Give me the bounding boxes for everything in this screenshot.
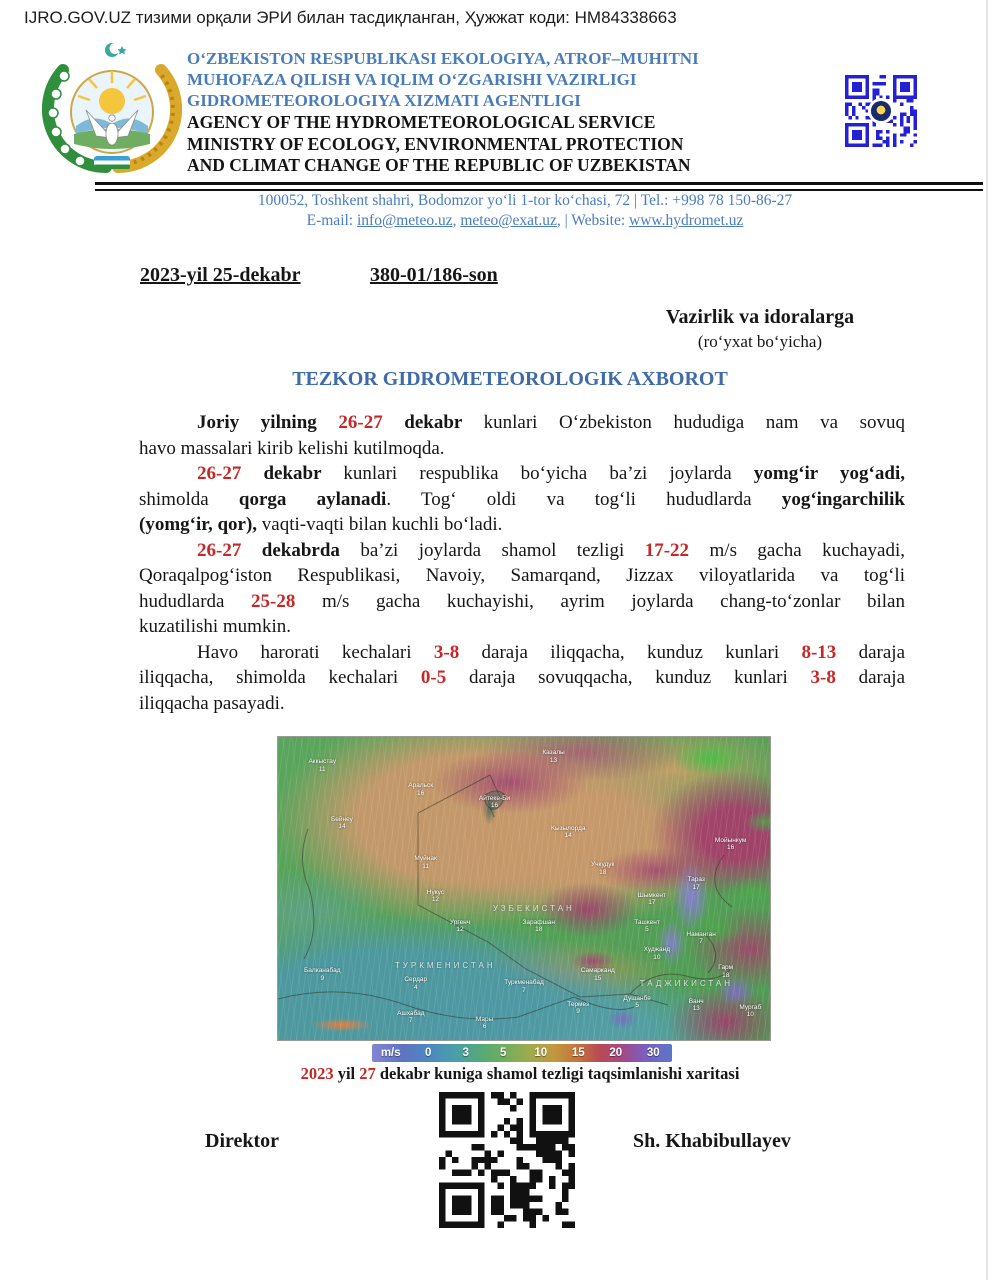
- org-name-uzbek: O‘ZBEKISTON RESPUBLIKASI EKOLOGIYA, ATROF–MUHITNI MUHOFAZA QILISH VA IQLIM O‘ZGARISHI VAZIRLIGI GIDROMETEOROLOGIYA XIZMATI AGENTLIGI: [187, 49, 699, 110]
- city-label: Кызылорда 14: [551, 824, 586, 840]
- city-label: Муйнак 11: [414, 855, 437, 870]
- city-label: Туркменабад 7: [504, 979, 544, 994]
- city-label: Зарафшан 18: [522, 918, 556, 934]
- uzbekistan-emblem-icon: [42, 38, 182, 178]
- country-label: ТАДЖИКИСТАН: [639, 979, 734, 989]
- city-label: Айтеке-Би 16: [478, 794, 511, 810]
- qr-center-emblem-icon: [871, 101, 891, 121]
- city-label: Шымкент 17: [637, 891, 667, 906]
- document-title: TEZKOR GIDROMETEOROLOGIK AXBOROT: [292, 368, 728, 390]
- contact-link[interactable]: info@meteo.uz: [357, 212, 453, 229]
- city-label: Тараз 17: [687, 876, 705, 891]
- wind-speed-legend: [372, 1044, 672, 1062]
- city-label: Мургаб 10: [739, 1003, 762, 1019]
- legend-tick: 20: [609, 1047, 623, 1059]
- city-label: Сердар 4: [404, 976, 428, 991]
- wind-speed-map: [278, 737, 770, 1040]
- addressee-note: (ro‘yxat bo‘yicha): [697, 332, 823, 351]
- body-text-line: 26-27 dekabrda ba’zi joylarda shamol tezligi 17-22 m/s gacha kuchayadi,: [197, 539, 905, 561]
- body-text-line: 26-27 dekabr kunlari respublika bo‘yicha ba’zi joylarda yomg‘ir yog‘adi,: [197, 463, 905, 484]
- body-text-line: hududlarda 25-28 m/s gacha kuchayishi, ayrim joylarda chang-to‘zonlar bilan: [139, 590, 905, 612]
- map-caption: 2023 yil 27 dekabr kuniga shamol tezligi taqsimlanishi xaritasi: [300, 1064, 740, 1083]
- header-qr-code: [845, 75, 917, 147]
- city-label: Казалы 13: [542, 749, 565, 764]
- legend-tick: 15: [571, 1047, 585, 1059]
- contact-link[interactable]: www.hydromet.uz: [629, 212, 744, 229]
- city-label: Нукус 12: [426, 888, 445, 903]
- city-label: Аральск 16: [408, 782, 434, 797]
- city-label: Гарм 18: [718, 964, 734, 979]
- legend-tick: 3: [462, 1047, 469, 1059]
- city-label: Ашхабад 7: [397, 1009, 425, 1025]
- country-label: УЗБЕКИСТАН: [492, 903, 575, 913]
- city-label: Балканабад 9: [304, 967, 341, 982]
- body-text-line: iliqqacha, shimolda kechalari 0-5 daraja sovuqqacha, kunduz kunlari 3-8 daraja: [139, 667, 906, 688]
- body-text-line: Qoraqalpog‘iston Respublikasi, Navoiy, Samarqand, Jizzax viloyatlarida va tog‘li: [139, 565, 905, 586]
- city-label: Наманган 7: [686, 930, 716, 946]
- signature-role: Direktor: [205, 1130, 280, 1152]
- city-label: Аккыстау 11: [308, 758, 337, 773]
- certification-bar: IJRO.GOV.UZ тизими орқали ЭРИ билан тасдиқланган, Ҳужжат коди: HM84338663: [24, 8, 677, 27]
- city-label: Самарканд 15: [580, 967, 615, 982]
- city-label: Ташкент 5: [634, 918, 660, 934]
- signature-qr-code: [437, 1092, 577, 1228]
- body-text-line: shimolda qorga aylanadi. Tog‘ oldi va tog‘li hududlarda yog‘ingarchilik: [139, 488, 905, 510]
- legend-tick: 5: [500, 1047, 507, 1059]
- city-label: Учкудук 18: [591, 861, 615, 876]
- body-text-line: (yomg‘ir, qor), vaqti-vaqti bilan kuchli bo‘ladi.: [139, 514, 503, 535]
- legend-tick: 10: [534, 1047, 548, 1059]
- city-label: Мары 6: [475, 1015, 494, 1031]
- document-body: [139, 410, 905, 716]
- body-text-line: havo massalari kirib kelishi kutilmoqda.: [139, 437, 445, 459]
- city-label: Худжанд 10: [643, 946, 671, 961]
- body-text-line: iliqqacha pasayadi.: [139, 692, 285, 714]
- city-label: Ургенч 12: [449, 918, 471, 934]
- address-line: 100052, Toshkent shahri, Bodomzor yo‘li 1-tor ko‘chasi, 72 | Tel.: +998 78 150-86-27: [257, 192, 793, 209]
- document-number: 380-01/186-son: [370, 264, 498, 286]
- city-label: Термез 9: [567, 1000, 589, 1016]
- body-text-line: Joriy yilning 26-27 dekabr kunlari O‘zbekiston hududiga nam va sovuq: [197, 412, 905, 433]
- org-name-english: AGENCY OF THE HYDROMETEOROLOGICAL SERVICE MINISTRY OF ECOLOGY, ENVIRONMENTAL PROTECTION AND CLIMAT CHANGE OF THE REPUBLIC OF UZBEKISTAN: [187, 112, 691, 175]
- contact-line: E-mail: info@meteo.uz, meteo@exat.uz, | Website: www.hydromet.uz: [306, 212, 744, 229]
- legend-tick: 0: [425, 1047, 432, 1059]
- document-date: 2023-yil 25-dekabr: [140, 264, 301, 286]
- legend-tick: 30: [646, 1047, 660, 1059]
- contact-link[interactable]: meteo@exat.uz: [460, 212, 557, 229]
- city-label: Ванч 13: [688, 997, 704, 1013]
- country-label: ТУРКМЕНИСТАН: [394, 961, 496, 971]
- signature-name: Sh. Khabibullayev: [633, 1130, 791, 1152]
- city-label: Мойынкум 16: [714, 836, 747, 852]
- city-label: Душанбе 5: [623, 994, 651, 1010]
- city-label: Бейнеу 14: [331, 815, 353, 831]
- addressee: Vazirlik va idoralarga: [665, 306, 855, 328]
- header-divider: [95, 182, 983, 191]
- body-text-line: kuzatilishi mumkin.: [139, 616, 291, 637]
- body-text-line: Havo harorati kechalari 3-8 daraja iliqqacha, kunduz kunlari 8-13 daraja: [197, 641, 906, 663]
- legend-tick: m/s: [380, 1047, 401, 1059]
